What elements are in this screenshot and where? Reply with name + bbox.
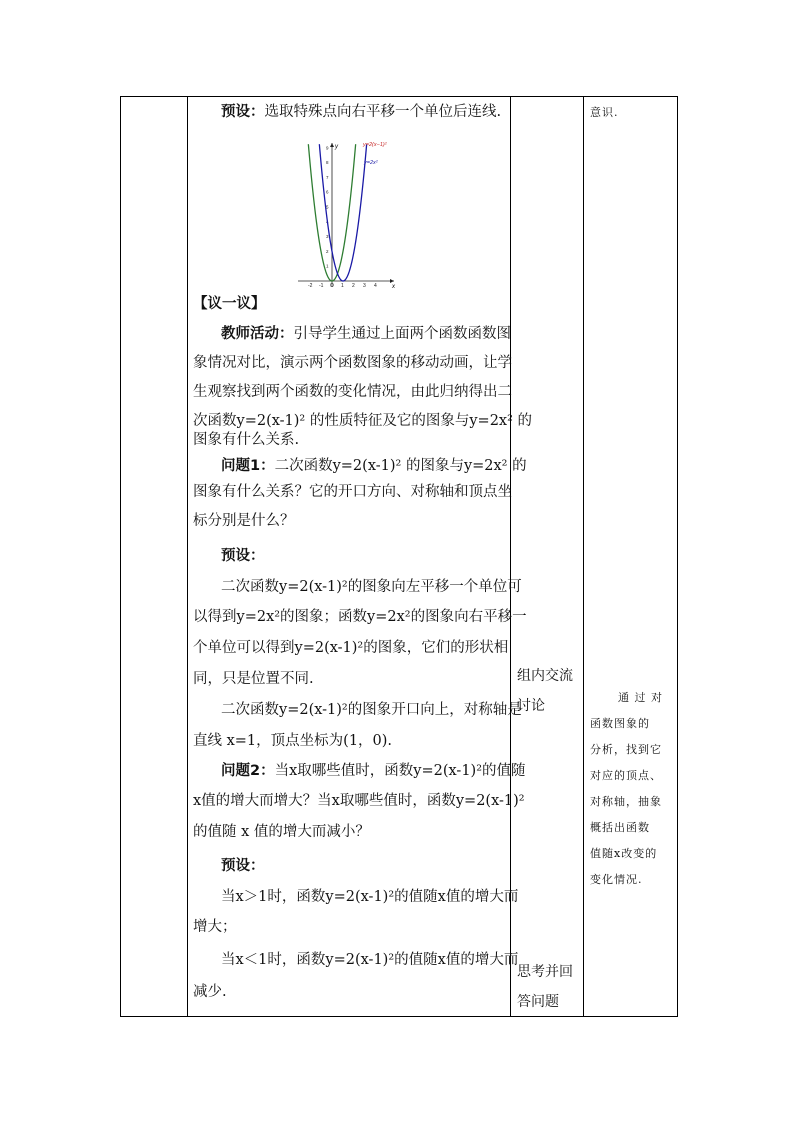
x-axis-arrow [390, 279, 394, 283]
question-1-text: 标分别是什么？ [193, 513, 295, 529]
design-intent [590, 685, 674, 893]
design-intent-line: 值随x改变的 [590, 847, 658, 860]
preset-2-text: 直线 x=1，顶点坐标为(1，0). [193, 733, 393, 749]
parabola-graph [294, 137, 398, 291]
teacher-text: 次函数y=2(x-1)² 的性质特征及它的图象与y=2x² 的 [193, 413, 533, 429]
preset-3-text: 增大； [193, 919, 237, 935]
teacher-activity-line [193, 319, 511, 349]
curve-2-label: y=2x² [364, 160, 378, 166]
y-tick-label: 1 [326, 263, 329, 269]
y-tick-label: 8 [326, 160, 329, 166]
column-divider [510, 97, 511, 1016]
y-axis-label: y [335, 144, 338, 150]
student-activity-group [517, 661, 583, 721]
teacher-text: 图象有什么关系. [193, 432, 300, 448]
preset-line [193, 97, 507, 127]
student-activity-text: 组内交流 [517, 668, 573, 684]
design-intent-top: 意识. [590, 106, 619, 119]
preset-3-text: 减少. [193, 984, 227, 1000]
design-intent-line: 对应的顶点、 [590, 769, 662, 782]
x-tick-label: -2 [308, 283, 313, 289]
preset-3-text: 当x＜1时，函数y=2(x-1)²的值随x值的增大而 [221, 952, 519, 968]
design-intent-line: 对称轴，抽象 [590, 795, 662, 808]
student-activity-think [517, 957, 583, 1017]
preset-2-label: 预设： [221, 548, 265, 564]
preset-text: 选取特殊点向右平移一个单位后连线. [264, 104, 502, 120]
y-tick-label: 4 [326, 219, 329, 225]
design-intent-line: 概括出函数 [590, 821, 650, 834]
question-2-line [193, 756, 526, 786]
y-axis-arrow [330, 143, 334, 147]
preset-2-text: 二次函数y=2(x-1)²的图象向左平移一个单位可 [221, 579, 522, 595]
x-tick-label: O [330, 283, 334, 289]
design-intent-line: 通 过 对 [618, 691, 663, 704]
y-tick-label: 2 [326, 248, 329, 254]
teacher-text: 引导学生通过上面两个函数函数图 [293, 326, 511, 342]
teacher-text: 生观察找到两个函数的变化情况，由此归纳得出二 [193, 384, 512, 400]
student-activity-text: 答问题 [517, 994, 559, 1010]
preset-2-text: 个单位可以得到y=2(x-1)²的图象，它们的形状相 [193, 640, 509, 656]
design-intent-line: 分析，找到它 [590, 743, 662, 756]
y-tick-label: 6 [326, 189, 329, 195]
preset-2-text: 同，只是位置不同. [193, 671, 314, 687]
x-tick-label: 1 [341, 283, 344, 289]
curve-1-label: y=2(x−1)² [363, 142, 387, 148]
preset-3-line [193, 851, 507, 881]
question-1-text: 图象有什么关系？它的开口方向、对称轴和顶点坐 [193, 484, 512, 500]
question-1-label: 问题1： [221, 458, 275, 474]
preset-label: 预设： [221, 104, 265, 120]
question-2-text: 的值随 x 值的增大而减小？ [193, 824, 370, 840]
y-tick-label: 3 [326, 234, 329, 240]
x-tick-label: -1 [319, 283, 324, 289]
y-tick-label: 5 [326, 204, 329, 210]
x-tick-label: 2 [352, 283, 355, 289]
teacher-text: 象情况对比，演示两个函数图象的移动动画，让学 [193, 355, 512, 371]
y-tick-label: 7 [326, 174, 329, 180]
discuss-heading: 【议一议】 [193, 296, 266, 312]
y-tick-label: 9 [326, 145, 329, 151]
column-divider [187, 97, 188, 1016]
x-tick-label: 3 [363, 283, 366, 289]
x-axis-label: x [392, 284, 395, 290]
preset-3-text: 当x＞1时，函数y=2(x-1)²的值随x值的增大而 [221, 889, 519, 905]
question-2-text: 当x取哪些值时，函数y=2(x-1)²的值随 [274, 763, 526, 779]
preset-3-label: 预设： [221, 858, 265, 874]
student-activity-text: 讨论 [517, 698, 545, 714]
design-intent-line: 变化情况. [590, 873, 643, 886]
question-2-label: 问题2： [221, 763, 275, 779]
column-divider [583, 97, 584, 1016]
student-activity-text: 思考并回 [517, 964, 573, 980]
preset-2-text: 二次函数y=2(x-1)²的图象开口向上，对称轴是 [221, 702, 522, 718]
question-1-text: 二次函数y=2(x-1)² 的图象与y=2x² 的 [274, 458, 527, 474]
preset-2-line [193, 541, 507, 571]
question-2-text: x值的增大而增大？当x取哪些值时，函数y=2(x-1)² [193, 793, 525, 809]
x-tick-label: 4 [374, 283, 377, 289]
teacher-label: 教师活动： [221, 326, 294, 342]
design-intent-line: 函数图象的 [590, 717, 650, 730]
preset-2-text: 以得到y=2x²的图象；函数y=2x²的图象向右平移一 [193, 609, 527, 625]
